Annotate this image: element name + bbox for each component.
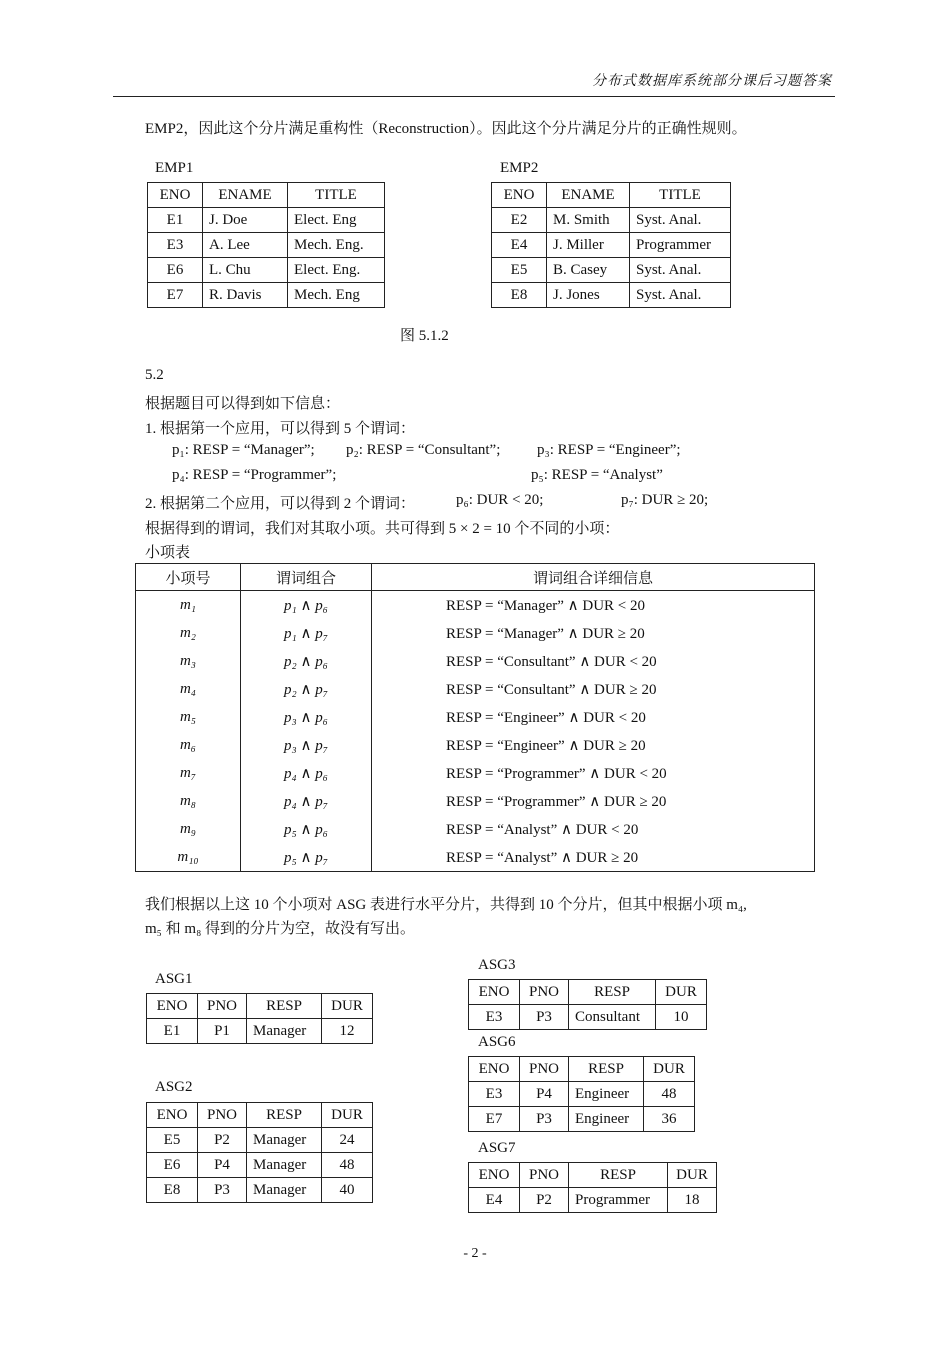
section-number: 5.2 [145, 367, 164, 383]
column-header: ENO [469, 980, 520, 1005]
cell: m₉ [136, 815, 241, 843]
cell: p₂ ∧ p₆ [241, 647, 372, 675]
cell: L. Chu [203, 258, 288, 283]
cell: J. Jones [547, 283, 630, 308]
emp2-caption: EMP2 [500, 160, 539, 176]
column-header: ENAME [203, 183, 288, 208]
cell: E3 [148, 233, 203, 258]
cell: 48 [322, 1153, 373, 1178]
table-row [147, 1128, 373, 1153]
cell: m₆ [136, 731, 241, 759]
cell: P4 [198, 1153, 247, 1178]
cell: RESP = “Manager” ∧ DUR < 20 [372, 591, 815, 620]
cell: P1 [198, 1019, 247, 1044]
column-header: PNO [520, 980, 569, 1005]
table-row [492, 258, 731, 283]
table-header-row [469, 1163, 717, 1188]
table-row [136, 619, 815, 647]
table-row [136, 843, 815, 872]
cell: E5 [147, 1128, 198, 1153]
cell: E8 [492, 283, 547, 308]
table-row [148, 233, 385, 258]
table-header-row [492, 183, 731, 208]
table-row [492, 233, 731, 258]
cell: Manager [247, 1178, 322, 1203]
text-line: 根据得到的谓词，我们对其取小项。共可得到 5 × 2 = 10 个不同的小项： [145, 521, 620, 537]
header-rule [113, 96, 835, 97]
predicate-p6: p₆: DUR < 20; [456, 492, 544, 508]
table-row [136, 647, 815, 675]
cell: Syst. Anal. [630, 258, 731, 283]
column-header: RESP [569, 1163, 668, 1188]
cell: Mech. Eng. [288, 233, 385, 258]
cell: RESP = “Programmer” ∧ DUR ≥ 20 [372, 787, 815, 815]
column-header: ENO [469, 1163, 520, 1188]
intro-line: EMP2，因此这个分片满足重构性（Reconstruction）。因此这个分片满足分片的正确性规则。 [145, 121, 747, 137]
cell: p₁ ∧ p₇ [241, 619, 372, 647]
text-line: m₅ 和 m₈ 得到的分片为空，故没有写出。 [145, 921, 416, 937]
cell: m₇ [136, 759, 241, 787]
cell: Manager [247, 1153, 322, 1178]
column-header: ENO [469, 1057, 520, 1082]
cell: RESP = “Consultant” ∧ DUR ≥ 20 [372, 675, 815, 703]
predicate-p2: p₂: RESP = “Consultant”; [346, 442, 501, 458]
column-header: RESP [569, 1057, 644, 1082]
cell: E1 [148, 208, 203, 233]
cell: Elect. Eng. [288, 258, 385, 283]
cell: E6 [147, 1153, 198, 1178]
column-header: PNO [198, 994, 247, 1019]
column-header: PNO [520, 1163, 569, 1188]
cell: Mech. Eng [288, 283, 385, 308]
cell: E8 [147, 1178, 198, 1203]
asg6-caption: ASG6 [478, 1034, 516, 1050]
cell: J. Doe [203, 208, 288, 233]
cell: A. Lee [203, 233, 288, 258]
asg2-caption: ASG2 [155, 1079, 193, 1095]
table-row [469, 1005, 707, 1030]
cell: m₁ [136, 591, 241, 620]
cell: E4 [469, 1188, 520, 1213]
table-row [147, 1019, 373, 1044]
text-line: 根据题目可以得到如下信息： [145, 396, 341, 412]
column-header: DUR [668, 1163, 717, 1188]
table-row [136, 703, 815, 731]
table-row [148, 283, 385, 308]
cell: E6 [148, 258, 203, 283]
column-header: ENO [148, 183, 203, 208]
table-header-row [147, 994, 373, 1019]
column-header: PNO [198, 1103, 247, 1128]
column-header: DUR [644, 1057, 695, 1082]
cell: J. Miller [547, 233, 630, 258]
cell: p₅ ∧ p₆ [241, 815, 372, 843]
cell: p₁ ∧ p₆ [241, 591, 372, 620]
column-header: ENO [147, 1103, 198, 1128]
column-header: DUR [322, 1103, 373, 1128]
table-row [136, 675, 815, 703]
cell: m₂ [136, 619, 241, 647]
cell: 10 [656, 1005, 707, 1030]
predicate-p7: p₇: DUR ≥ 20; [621, 492, 709, 508]
cell: P3 [520, 1005, 569, 1030]
cell: p₄ ∧ p₆ [241, 759, 372, 787]
predicate-p1: p₁: RESP = “Manager”; [172, 442, 315, 458]
column-header: 谓词组合 [241, 564, 372, 591]
cell: RESP = “Engineer” ∧ DUR ≥ 20 [372, 731, 815, 759]
table-header-row [147, 1103, 373, 1128]
page-header-title: 分布式数据库系统部分课后习题答案 [592, 74, 832, 89]
asg6-table [468, 1056, 695, 1132]
column-header: ENO [492, 183, 547, 208]
cell: 36 [644, 1107, 695, 1132]
cell: Engineer [569, 1107, 644, 1132]
page-number: - 2 - [463, 1246, 487, 1261]
text-line: 我们根据以上这 10 个小项对 ASG 表进行水平分片，共得到 10 个分片，但其中根据小项 m₄, [145, 897, 747, 913]
column-header: RESP [247, 994, 322, 1019]
cell: 40 [322, 1178, 373, 1203]
cell: p₅ ∧ p₇ [241, 843, 372, 872]
cell: E2 [492, 208, 547, 233]
column-header: RESP [247, 1103, 322, 1128]
minterm-table [135, 563, 815, 872]
cell: m₈ [136, 787, 241, 815]
cell: 18 [668, 1188, 717, 1213]
cell: RESP = “Consultant” ∧ DUR < 20 [372, 647, 815, 675]
column-header: RESP [569, 980, 656, 1005]
cell: P4 [520, 1082, 569, 1107]
cell: Manager [247, 1128, 322, 1153]
table-row [136, 787, 815, 815]
cell: p₄ ∧ p₇ [241, 787, 372, 815]
cell: P2 [520, 1188, 569, 1213]
cell: E3 [469, 1005, 520, 1030]
table-row [136, 759, 815, 787]
column-header: 小项号 [136, 564, 241, 591]
column-header: DUR [322, 994, 373, 1019]
table-row [492, 208, 731, 233]
cell: RESP = “Programmer” ∧ DUR < 20 [372, 759, 815, 787]
table-row [147, 1153, 373, 1178]
predicate-p4: p₄: RESP = “Programmer”; [172, 467, 337, 483]
column-header: TITLE [630, 183, 731, 208]
cell: 48 [644, 1082, 695, 1107]
cell: 12 [322, 1019, 373, 1044]
cell: M. Smith [547, 208, 630, 233]
asg7-table [468, 1162, 717, 1213]
cell: RESP = “Analyst” ∧ DUR ≥ 20 [372, 843, 815, 872]
cell: Manager [247, 1019, 322, 1044]
cell: m₃ [136, 647, 241, 675]
asg3-table [468, 979, 707, 1030]
table-header-row [148, 183, 385, 208]
cell: 24 [322, 1128, 373, 1153]
text-line: 1. 根据第一个应用，可以得到 5 个谓词： [145, 421, 416, 437]
table-header-row [469, 1057, 695, 1082]
cell: Syst. Anal. [630, 208, 731, 233]
cell: RESP = “Engineer” ∧ DUR < 20 [372, 703, 815, 731]
cell: Programmer [630, 233, 731, 258]
predicate-p3: p₃: RESP = “Engineer”; [537, 442, 681, 458]
column-header: 谓词组合详细信息 [372, 564, 815, 591]
column-header: ENAME [547, 183, 630, 208]
table-row [147, 1178, 373, 1203]
cell: P2 [198, 1128, 247, 1153]
asg3-caption: ASG3 [478, 957, 516, 973]
table-title: 小项表 [145, 545, 191, 561]
cell: RESP = “Manager” ∧ DUR ≥ 20 [372, 619, 815, 647]
cell: E5 [492, 258, 547, 283]
table-row [148, 258, 385, 283]
table-row [136, 731, 815, 759]
asg1-table [146, 993, 373, 1044]
table-row [148, 208, 385, 233]
table-row [469, 1188, 717, 1213]
cell: Engineer [569, 1082, 644, 1107]
cell: E3 [469, 1082, 520, 1107]
emp1-caption: EMP1 [155, 160, 194, 176]
asg7-caption: ASG7 [478, 1140, 516, 1156]
text-line: 2. 根据第二个应用，可以得到 2 个谓词： [145, 496, 416, 512]
cell: R. Davis [203, 283, 288, 308]
asg2-table [146, 1102, 373, 1203]
cell: P3 [198, 1178, 247, 1203]
cell: E4 [492, 233, 547, 258]
cell: E1 [147, 1019, 198, 1044]
emp2-table [491, 182, 731, 308]
cell: RESP = “Analyst” ∧ DUR < 20 [372, 815, 815, 843]
emp1-table [147, 182, 385, 308]
predicate-p5: p₅: RESP = “Analyst” [531, 467, 663, 483]
table-row [469, 1107, 695, 1132]
cell: E7 [469, 1107, 520, 1132]
table-row [469, 1082, 695, 1107]
table-row [136, 591, 815, 620]
column-header: PNO [520, 1057, 569, 1082]
cell: Consultant [569, 1005, 656, 1030]
cell: E7 [148, 283, 203, 308]
cell: Elect. Eng [288, 208, 385, 233]
table-header-row [469, 980, 707, 1005]
cell: m₁₀ [136, 843, 241, 872]
cell: p₂ ∧ p₇ [241, 675, 372, 703]
cell: Syst. Anal. [630, 283, 731, 308]
column-header: ENO [147, 994, 198, 1019]
column-header: DUR [656, 980, 707, 1005]
cell: Programmer [569, 1188, 668, 1213]
asg1-caption: ASG1 [155, 971, 193, 987]
cell: B. Casey [547, 258, 630, 283]
cell: m₄ [136, 675, 241, 703]
table-header-row [136, 564, 815, 591]
cell: p₃ ∧ p₆ [241, 703, 372, 731]
cell: P3 [520, 1107, 569, 1132]
column-header: TITLE [288, 183, 385, 208]
figure-caption: 图 5.1.2 [400, 328, 449, 344]
cell: m₅ [136, 703, 241, 731]
table-row [136, 815, 815, 843]
table-row [492, 283, 731, 308]
cell: p₃ ∧ p₇ [241, 731, 372, 759]
